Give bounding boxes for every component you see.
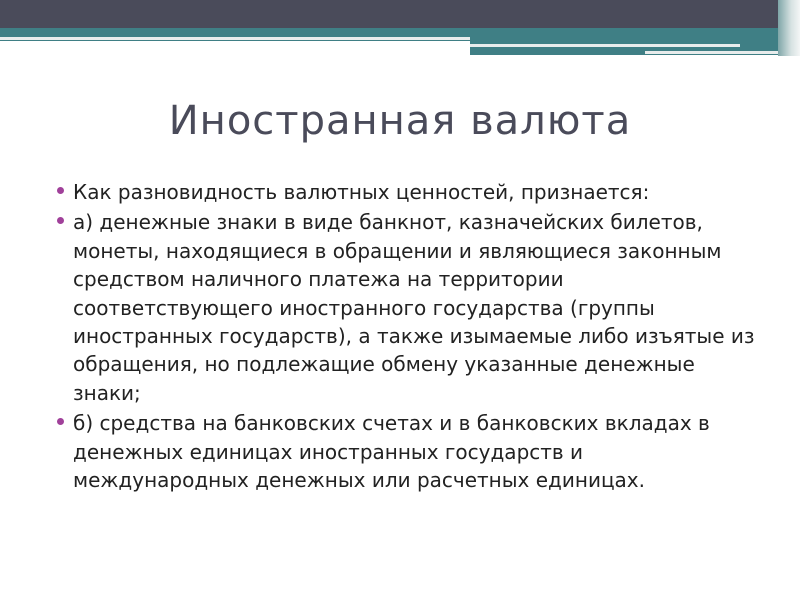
bullet-text: Как разновидность валютных ценностей, признается: [73, 180, 650, 204]
header-bar-dark [0, 0, 800, 28]
bullet-item [55, 178, 765, 206]
header-accent-line [645, 51, 785, 54]
slide-title: Иностранная валюта [168, 98, 632, 144]
bullet-item [55, 208, 765, 407]
bullet-dot-icon [57, 187, 64, 194]
header-accent-line [0, 37, 470, 40]
bullet-item [55, 409, 765, 494]
header-accent-line [470, 44, 740, 47]
bullet-dot-icon [57, 418, 64, 425]
bullet-list [55, 178, 765, 496]
bullet-text: а) денежные знаки в виде банкнот, казначейских билетов, монеты, находящиеся в обращении и являющиеся законным средством наличного платежа на территории соответствующего иностранного государства (группы иностранных государств), а также изымаемые либо изъятые из обращения, но подлежащие обмену указанные денежные знаки; [73, 210, 755, 405]
bullet-dot-icon [57, 217, 64, 224]
header-edge-gradient [778, 0, 800, 56]
bullet-text: б) средства на банковских счетах и в банковских вкладах в денежных единицах иностранных государств и международных денежных или расчетных единицах. [73, 411, 710, 493]
